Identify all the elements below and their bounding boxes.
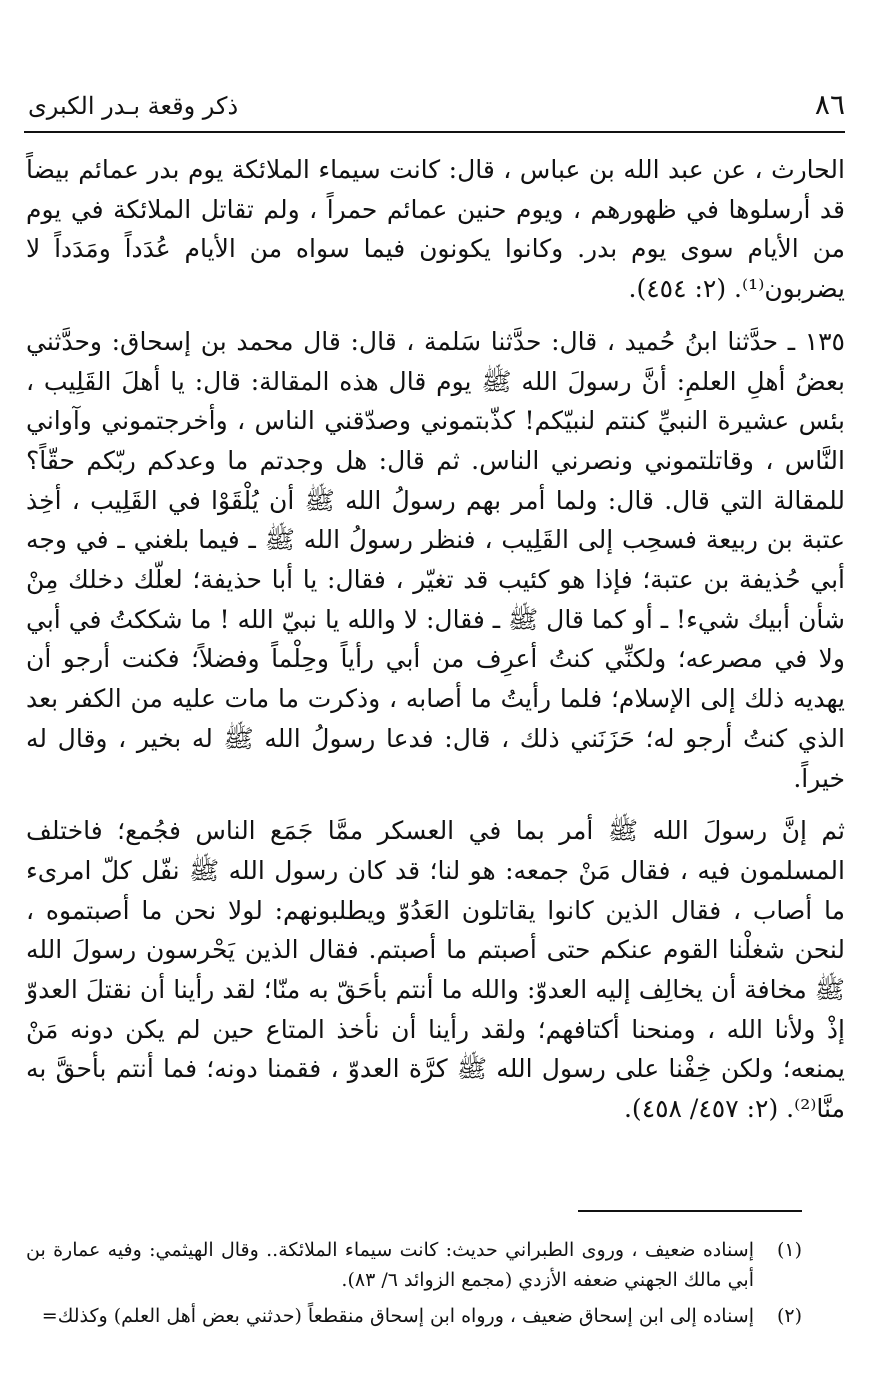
running-title: ذكر وقعة بـدر الكبرى <box>28 92 239 120</box>
footnote <box>26 1301 802 1331</box>
footnote <box>26 1235 802 1295</box>
paragraph: ثم إنَّ رسولَ الله ﷺ أمر بما في العسكر ممَّا جَمَع الناس فجُمع؛ فاختلف المسلمون فيه ، فقال مَنْ جمعه: هو لنا؛ قد كان رسول الله ﷺ نفّل كلّ امرىء ما أصاب ، فقال الذين كانوا يقاتلون العَدُوّ ويطلبونهم: لولا نحن ما أصبتموه ، لنحن شغلْنا القوم عنكم حتى أصبتم ما أصبتم. فقال الذين يَحْرسون رسولَ الله ﷺ مخافة أن يخالِف إليه العدوّ: والله ما أنتم بأحَقّ به منّا؛ لقد رأينا أن نقتلَ العدوّ إذْ ولأنا الله ، ومنحنا أكتافهم؛ ولقد رأينا أن نأخذ المتاع حين لم يكن دونه مَنْ يمنعه؛ ولكن خِفْنا على رسول الله ﷺ كرَّة العدوّ ، فقمنا دونه؛ فما أنتم بأحقَّ به منَّا⁽²⁾. (٢: ٤٥٧/ ٤٥٨). <box>26 816 845 1124</box>
footnote-text: إسناده إلى ابن إسحاق ضعيف ، ورواه ابن إسحاق منقطعاً (حدثني بعض أهل العلم) وكذلك= <box>41 1305 754 1327</box>
footnote-marker: (١) <box>776 1239 802 1261</box>
footnotes <box>26 1235 802 1337</box>
main-text <box>26 150 845 1142</box>
header-rule <box>24 131 845 133</box>
paragraph: الحارث ، عن عبد الله بن عباس ، قال: كانت سيماء الملائكة يوم بدر عمائم بيضاً قد أرسلوها في ظهورهم ، ويوم حنين عمائم حمراً ، ولم تقاتل الملائكة في يوم من الأيام سوى يوم بدر. وكانوا يكونون فيما سواه من الأيام عُدَداً ومَدَداً لا يضربون⁽¹⁾. (٢: ٤٥٤). <box>26 155 845 304</box>
page-header <box>28 88 845 128</box>
paragraph: ١٣٥ ـ حدَّثنا ابنُ حُميد ، قال: حدَّثنا سَلمة ، قال: قال محمد بن إسحاق: وحدَّثني بعضُ أهلِ العلمِ: أنَّ رسولَ الله ﷺ يوم قال هذه المقالة: قال: يا أهلَ القَلِيب ، بئس عشيرة النبيِّ كنتم لنبيّكم! كذّبتموني وصدّقني الناس ، وأخرجتموني وآواني النَّاس ، وقاتلتموني ونصرني الناس. ثم قال: هل وجدتم ما وعدكم ربّكم حقّاً؟ للمقالة التي قال. قال: ولما أمر بهم رسولُ الله ﷺ أن يُلْقَوْا في القَلِيب ، أخِذ عتبة بن ربيعة فسحِب إلى القَلِيب ، فنظر رسولُ الله ﷺ ـ فيما بلغني ـ في وجه أبي حُذيفة بن عتبة؛ فإذا هو كئيب قد تغيّر ، فقال: يا أبا حذيفة؛ لعلّك دخلك مِنْ شأن أبيك شيء! ـ أو كما قال ﷺ ـ فقال: لا والله يا نبيّ الله ! ما شككتُ في أبي ولا في مصرعه؛ ولكنِّي كنتُ أعرِف من أبي رأياً وحِلْماً وفضلاً؛ فكنت أرجو أن يهديه ذلك إلى الإسلام؛ فلما رأيتُ ما أصابه ، وذكرت ما مات عليه من الكفر بعد الذي كنتُ أرجو له؛ حَزَنَني ذلك ، قال: فدعا رسولُ الله ﷺ له بخير ، وقال له خيراً. <box>26 326 845 793</box>
page-number: ٨٦ <box>814 88 845 121</box>
footnote-marker: (٢) <box>776 1305 802 1327</box>
footnote-text: إسناده ضعيف ، وروى الطبراني حديث: كانت سيماء الملائكة.. وقال الهيثمي: وفيه عمارة بن أبي مالك الجهني ضعفه الأزدي (مجمع الزوائد ٦/ ٨٣). <box>26 1239 754 1291</box>
footnote-separator <box>578 1210 802 1212</box>
